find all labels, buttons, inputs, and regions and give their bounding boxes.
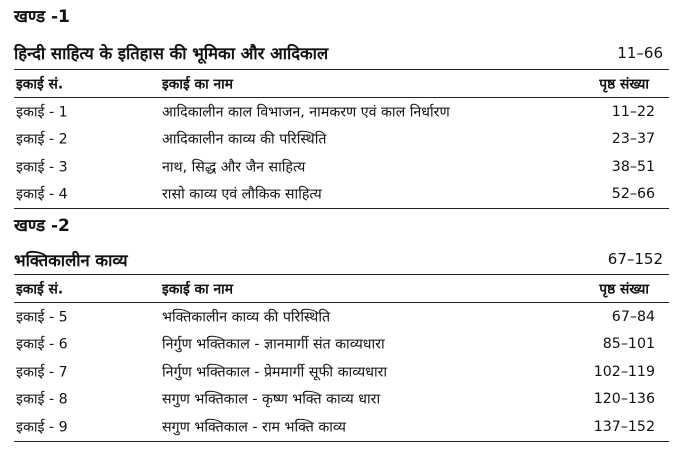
- section-1-units-table: [14, 69, 669, 209]
- unit-name: आदिकालीन काव्य की परिस्थिति: [162, 131, 327, 148]
- unit-pages: 67–84: [611, 308, 655, 325]
- unit-pages: 85–101: [602, 336, 655, 353]
- table-row: [14, 98, 669, 126]
- unit-pages: 137–152: [593, 418, 655, 435]
- unit-number: इकाई - 2: [16, 131, 68, 148]
- unit-name-header: इकाई का नाम: [162, 281, 233, 297]
- unit-number: इकाई - 4: [16, 186, 68, 203]
- table-row: [14, 358, 669, 386]
- table-row: [14, 126, 669, 154]
- unit-name: सगुण भक्तिकाल - राम भक्ति काव्य: [162, 419, 346, 436]
- table-row: [14, 413, 669, 441]
- unit-pages: 23–37: [611, 131, 655, 148]
- unit-number: इकाई - 8: [16, 391, 68, 408]
- table-row: [14, 303, 669, 331]
- unit-name: भक्तिकालीन काव्य की परिस्थिति: [162, 309, 331, 326]
- unit-pages: 52–66: [611, 186, 655, 203]
- unit-name: आदिकालीन काल विभाजन, नामकरण एवं काल निर्धारण: [162, 104, 450, 121]
- page-number-header: पृष्ठ संख्या: [599, 76, 649, 92]
- unit-pages: 120–136: [593, 391, 655, 408]
- unit-name-header: इकाई का नाम: [162, 76, 233, 92]
- section-1-title: हिन्दी साहित्य के इतिहास की भूमिका और आदिकाल: [14, 44, 329, 63]
- unit-pages: 11–22: [611, 103, 655, 120]
- unit-name: निर्गुण भक्तिकाल - प्रेममार्गी सूफी काव्यधारा: [162, 364, 388, 381]
- unit-number: इकाई - 1: [16, 104, 68, 121]
- section-1-label: खण्ड -1: [14, 7, 70, 27]
- unit-number-header: इकाई सं.: [16, 76, 64, 92]
- unit-pages: 102–119: [593, 363, 655, 380]
- unit-number: इकाई - 6: [16, 336, 68, 353]
- table-header-row: [14, 69, 669, 98]
- table-header-row: [14, 274, 669, 303]
- section-2-page-range: 67–152: [607, 250, 663, 268]
- section-2-title: भक्तिकालीन काव्य: [14, 251, 128, 270]
- table-row: [14, 153, 669, 181]
- section-2-label: खण्ड -2: [14, 216, 70, 236]
- unit-pages: 38–51: [611, 158, 655, 175]
- page-number-header: पृष्ठ संख्या: [599, 281, 649, 297]
- section-1-page-range: 11–66: [617, 44, 663, 62]
- table-row: [14, 386, 669, 414]
- unit-name: निर्गुण भक्तिकाल - ज्ञानमार्गी संत काव्यधारा: [162, 336, 385, 353]
- unit-number: इकाई - 3: [16, 159, 68, 176]
- unit-number: इकाई - 5: [16, 309, 68, 326]
- unit-name: सगुण भक्तिकाल - कृष्ण भक्ति काव्य धारा: [162, 391, 381, 408]
- unit-number-header: इकाई सं.: [16, 281, 64, 297]
- table-row: [14, 331, 669, 359]
- section-2-units-table: [14, 274, 669, 442]
- unit-name: नाथ, सिद्ध और जैन साहित्य: [162, 159, 306, 176]
- unit-number: इकाई - 9: [16, 419, 68, 436]
- table-row: [14, 181, 669, 209]
- unit-number: इकाई - 7: [16, 364, 68, 381]
- unit-name: रासो काव्य एवं लौकिक साहित्य: [162, 186, 322, 203]
